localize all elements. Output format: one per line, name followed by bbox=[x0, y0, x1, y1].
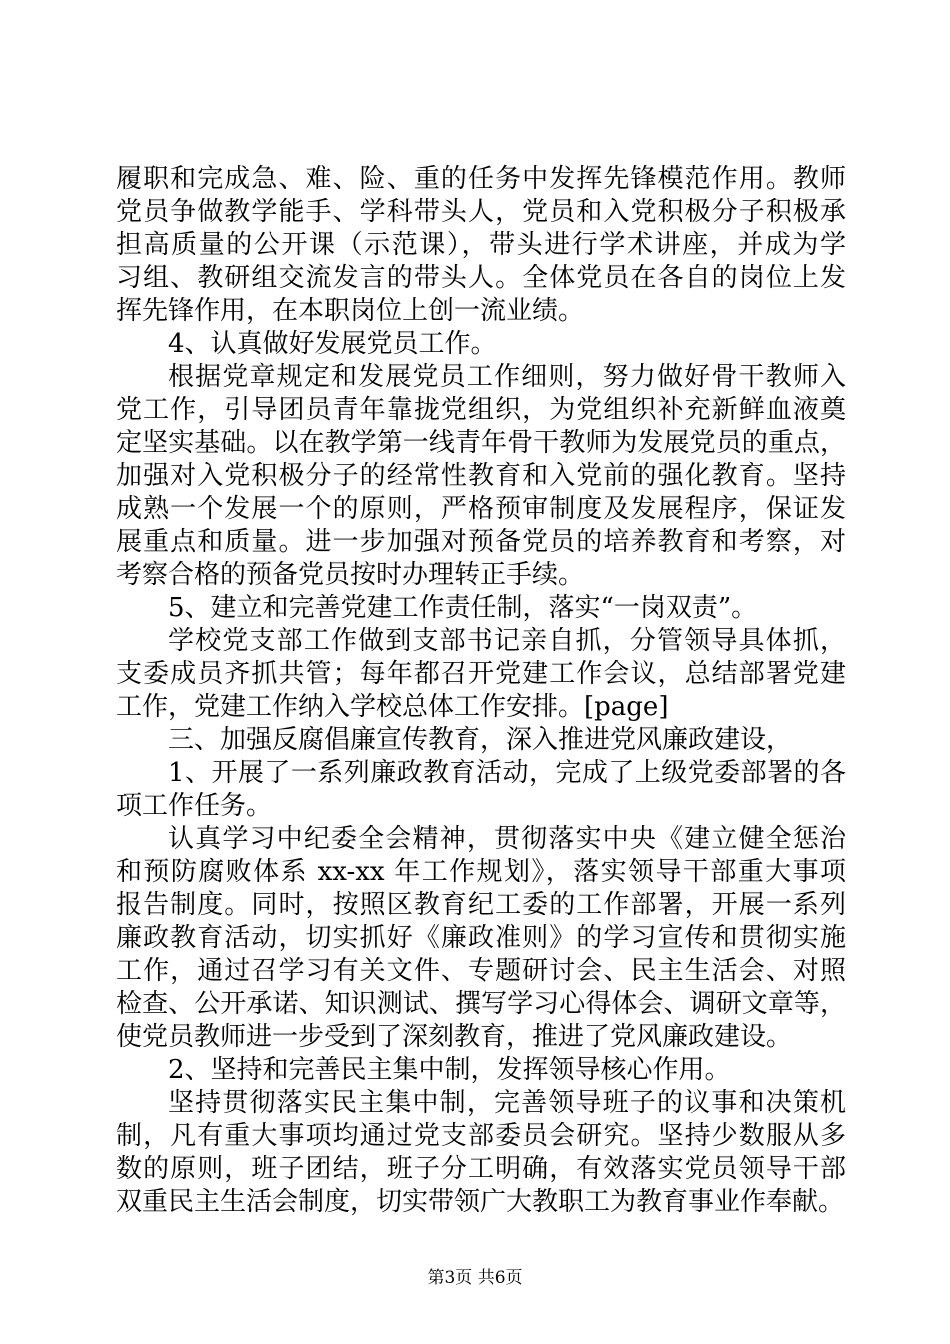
text-line: 廉政教育活动，切实抓好《廉政准则》的学习宣传和贯彻实施 bbox=[116, 923, 846, 953]
text-line: 工作，党建工作纳入学校总体工作安排。[page] bbox=[116, 692, 669, 722]
text-line: 根据党章规定和发展党员工作细则，努力做好骨干教师入 bbox=[168, 362, 846, 392]
document-body bbox=[116, 163, 846, 1219]
text-line: 挥先锋作用，在本职岗位上创一流业绩。 bbox=[116, 296, 585, 326]
text-line: 党员争做教学能手、学科带头人，党员和入党积极分子积极承 bbox=[116, 197, 846, 227]
text-line: 党工作，引导团员青年靠拢党组织，为党组织补充新鲜血液奠 bbox=[116, 395, 846, 425]
text-line: 定坚实基础。以在教学第一线青年骨干教师为发展党员的重点， bbox=[116, 428, 846, 458]
text-line: 加强对入党积极分子的经常性教育和入党前的强化教育。坚持 bbox=[116, 461, 846, 491]
text-line: 三、加强反腐倡廉宣传教育，深入推进党风廉政建设， bbox=[168, 725, 793, 755]
text-line: 展重点和质量。进一步加强对预备党员的培养教育和考察，对 bbox=[116, 527, 846, 557]
page-number-footer: 第3页 共6页 bbox=[427, 1268, 523, 1288]
text-line: 工作，通过召学习有关文件、专题研讨会、民主生活会、对照 bbox=[116, 956, 846, 986]
text-line: 4、认真做好发展党员工作。 bbox=[168, 329, 497, 359]
text-line: 坚持贯彻落实民主集中制，完善领导班子的议事和决策机 bbox=[168, 1088, 846, 1118]
text-line: 双重民主生活会制度，切实带领广大教职工为教育事业作奉献。 bbox=[116, 1187, 845, 1217]
text-line: 2、坚持和完善民主集中制，发挥领导核心作用。 bbox=[168, 1055, 731, 1085]
text-line: 和预防腐败体系 xx-xx 年工作规划》，落实领导干部重大事项 bbox=[116, 857, 846, 887]
text-line: 检查、公开承诺、知识测试、撰写学习心得体会、调研文章等， bbox=[116, 989, 846, 1019]
text-line: 考察合格的预备党员按时办理转正手续。 bbox=[116, 560, 585, 590]
text-line: 5、建立和完善党建工作责任制，落实“一岗双责”。 bbox=[168, 593, 758, 623]
text-line: 成熟一个发展一个的原则，严格预审制度及发展程序，保证发 bbox=[116, 494, 846, 524]
text-line: 项工作任务。 bbox=[116, 791, 273, 821]
text-line: 制，凡有重大事项均通过党支部委员会研究。坚持少数服从多 bbox=[116, 1121, 846, 1151]
text-line: 数的原则，班子团结，班子分工明确，有效落实党员领导干部 bbox=[116, 1154, 846, 1184]
text-line: 使党员教师进一步受到了深刻教育，推进了党风廉政建设。 bbox=[116, 1022, 793, 1052]
text-line: 报告制度。同时，按照区教育纪工委的工作部署，开展一系列 bbox=[116, 890, 846, 920]
text-line: 习组、教研组交流发言的带头人。全体党员在各自的岗位上发 bbox=[116, 263, 846, 293]
text-line: 学校党支部工作做到支部书记亲自抓，分管领导具体抓， bbox=[168, 626, 846, 656]
text-line: 认真学习中纪委全会精神，贯彻落实中央《建立健全惩治 bbox=[168, 824, 846, 854]
text-line: 担高质量的公开课（示范课），带头进行学术讲座，并成为学 bbox=[116, 230, 846, 260]
text-line: 支委成员齐抓共管；每年都召开党建工作会议，总结部署党建 bbox=[116, 659, 846, 689]
text-line: 履职和完成急、难、险、重的任务中发挥先锋模范作用。教师 bbox=[116, 164, 846, 194]
text-line: 1、开展了一系列廉政教育活动，完成了上级党委部署的各 bbox=[168, 758, 846, 788]
